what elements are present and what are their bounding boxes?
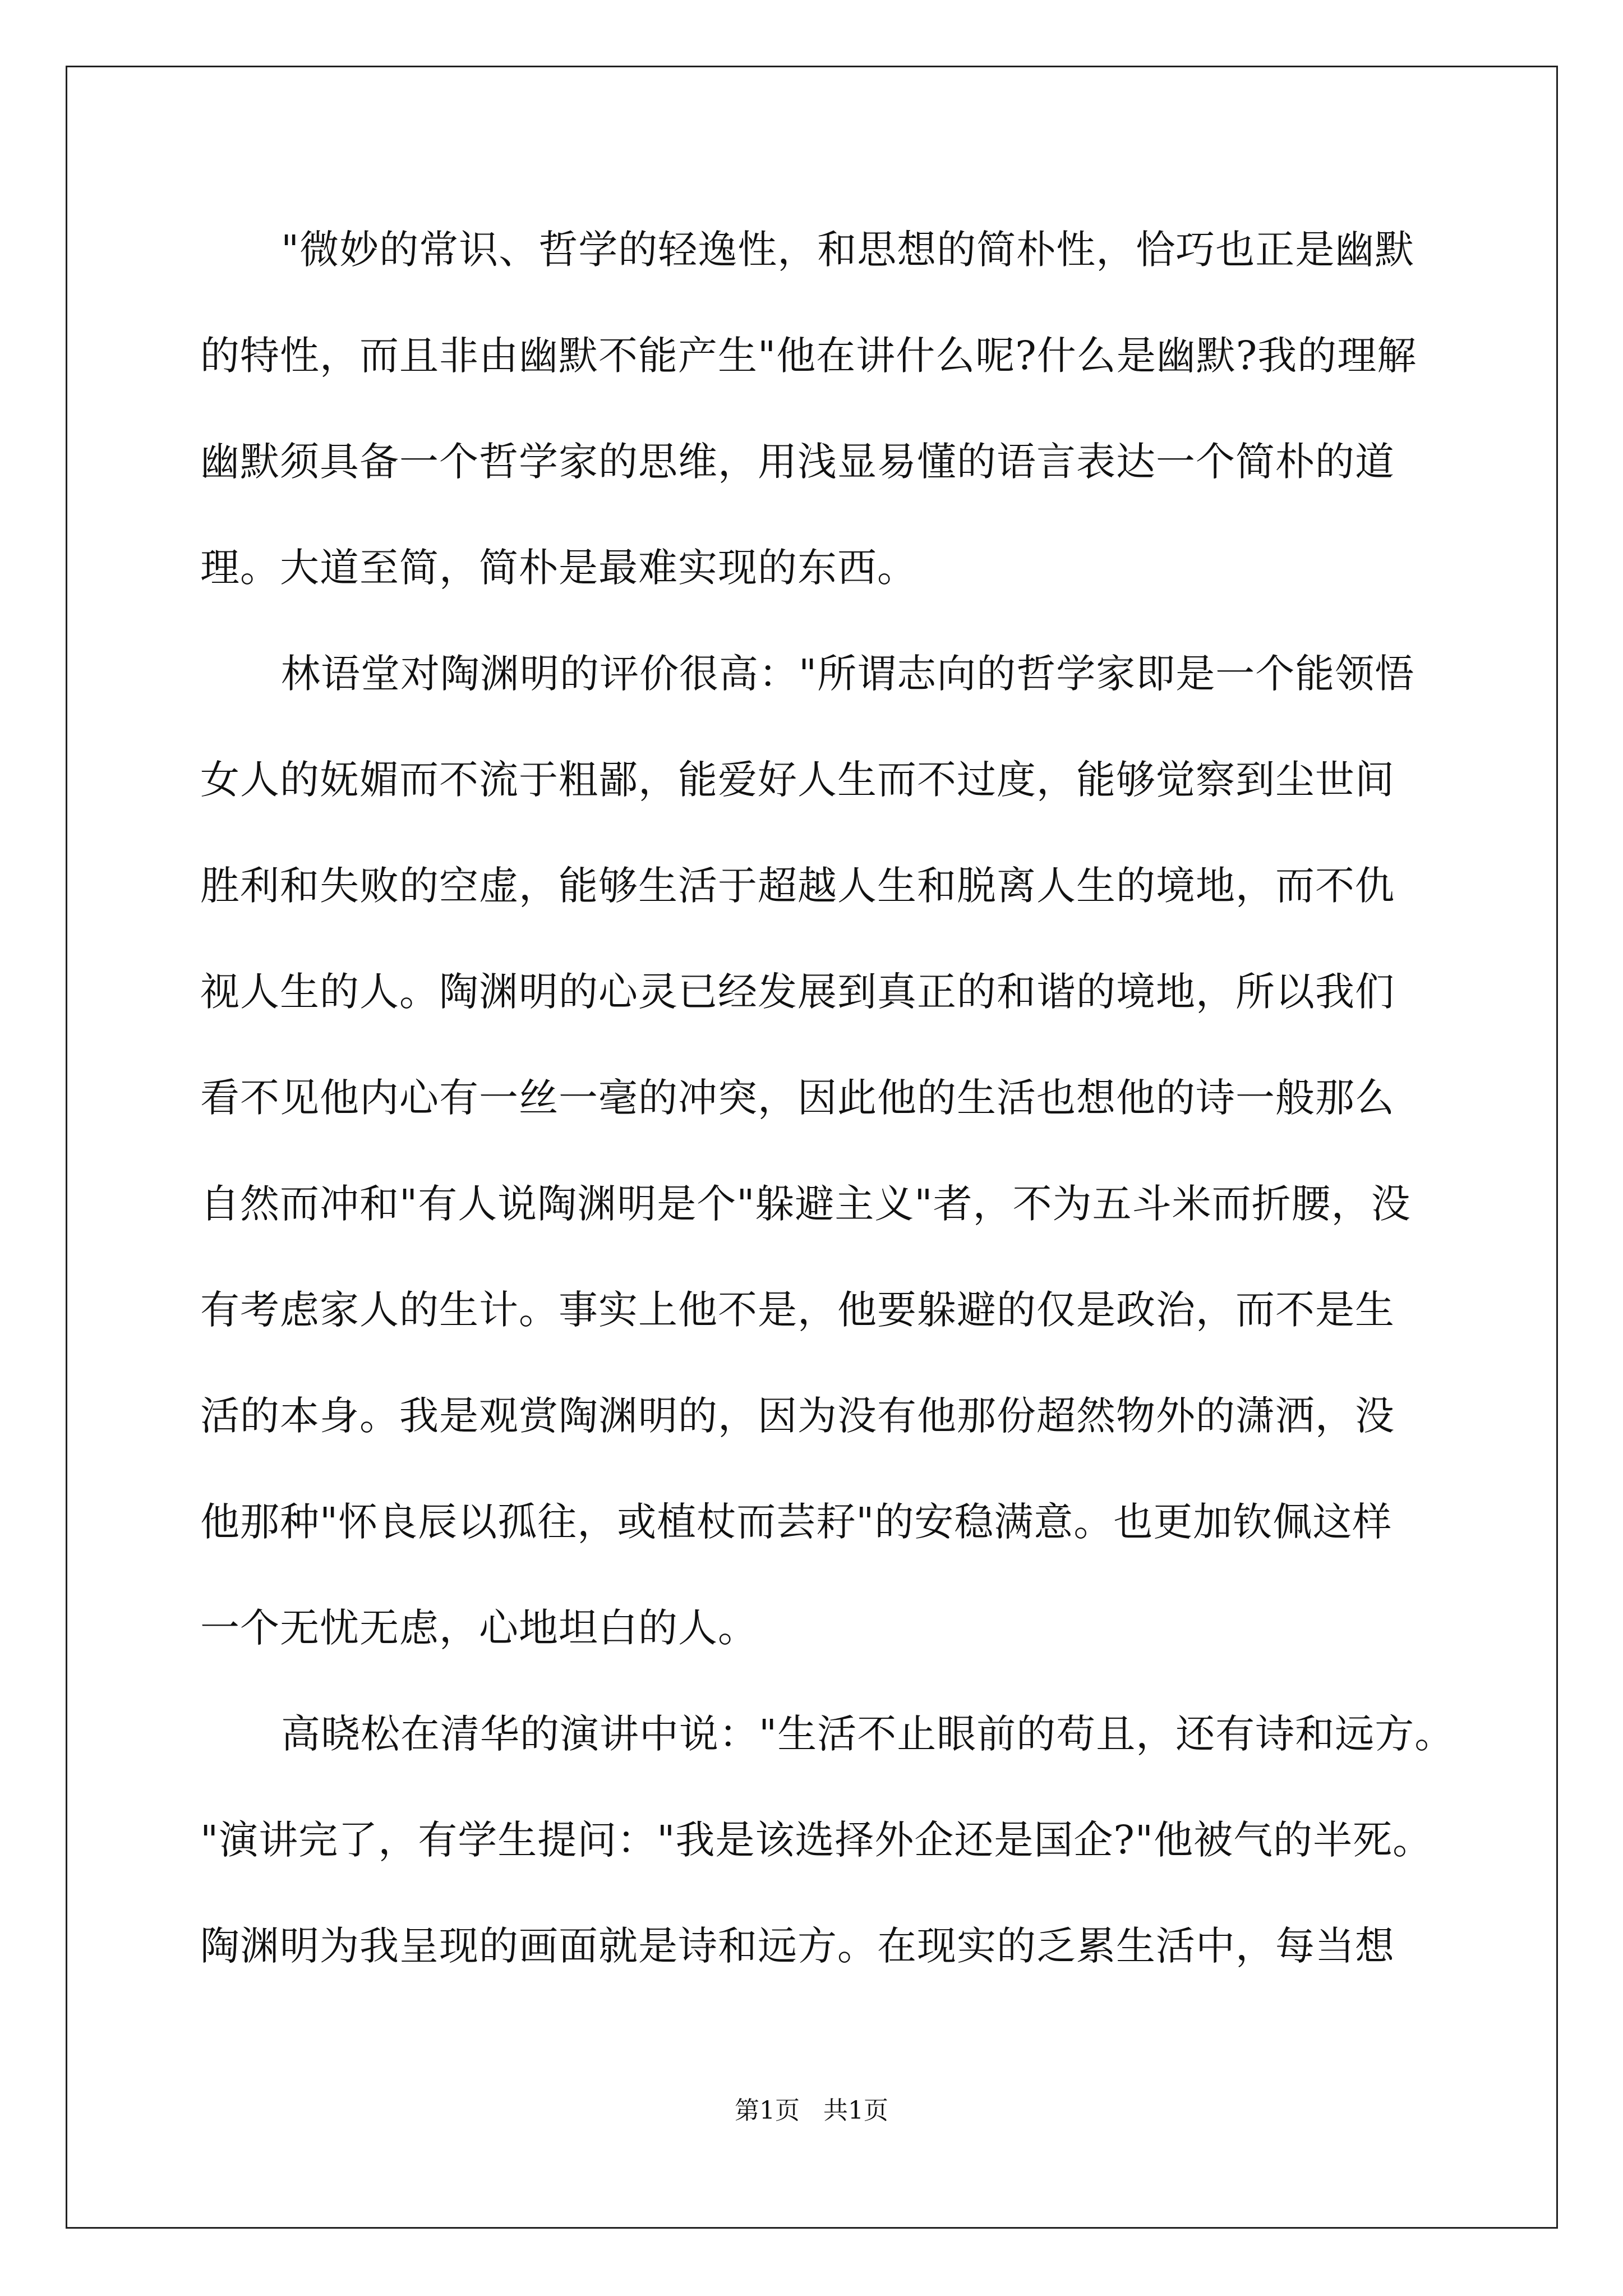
paragraph-line: 陶渊明为我呈现的画面就是诗和远方。在现实的乏累生活中，每当想: [200, 1923, 1395, 1969]
page-number-footer: 第1页 共1页: [735, 2096, 888, 2125]
paragraph-line: "演讲完了，有学生提问："我是该选择外企还是国企?"他被气的半死。: [200, 1817, 1433, 1863]
paragraph-line: 活的本身。我是观赏陶渊明的，因为没有他那份超然物外的潇洒，没: [200, 1393, 1395, 1439]
paragraph-line: 幽默须具备一个哲学家的思维，用浅显易懂的语言表达一个简朴的道: [200, 439, 1395, 485]
paragraph-line: 有考虑家人的生计。事实上他不是，他要躲避的仅是政治，而不是生: [200, 1287, 1395, 1333]
paragraph-line: 林语堂对陶渊明的评价很高："所谓志向的哲学家即是一个能领悟: [281, 651, 1415, 697]
paragraph-line: 高晓松在清华的演讲中说："生活不止眼前的苟且，还有诗和远方。: [281, 1711, 1455, 1757]
paragraph-line: 视人生的人。陶渊明的心灵已经发展到真正的和谐的境地，所以我们: [200, 969, 1395, 1015]
paragraph-line: 理。大道至简，简朴是最难实现的东西。: [200, 545, 917, 591]
paragraph-line: 一个无忧无虑，心地坦白的人。: [200, 1605, 758, 1651]
paragraph-line: 的特性，而且非由幽默不能产生"他在讲什么呢?什么是幽默?我的理解: [200, 333, 1417, 379]
paragraph-line: 他那种"怀良辰以孤往，或植杖而芸耔"的安稳满意。也更加钦佩这样: [200, 1499, 1393, 1545]
paragraph-line: 自然而冲和"有人说陶渊明是个"躲避主义"者，不为五斗米而折腰，没: [200, 1181, 1411, 1227]
paragraph-line: 看不见他内心有一丝一毫的冲突，因此他的生活也想他的诗一般那么: [200, 1075, 1395, 1121]
paragraph-line: 胜利和失败的空虚，能够生活于超越人生和脱离人生的境地，而不仇: [200, 863, 1395, 909]
page-border: [66, 66, 1558, 2229]
paragraph-line: "微妙的常识、哲学的轻逸性，和思想的简朴性，恰巧也正是幽默: [281, 227, 1415, 273]
paragraph-line: 女人的妩媚而不流于粗鄙，能爱好人生而不过度，能够觉察到尘世间: [200, 757, 1395, 803]
